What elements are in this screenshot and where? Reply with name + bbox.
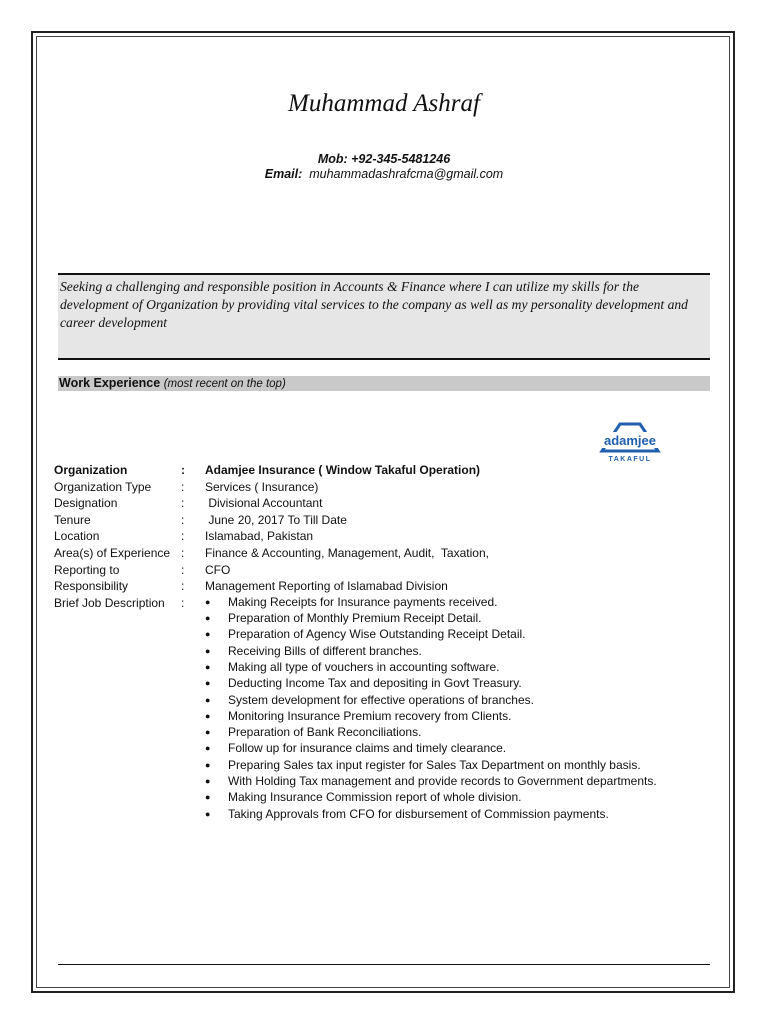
detail-key: Brief Job Description (54, 595, 165, 610)
detail-key: Organization Type (54, 479, 152, 494)
bullet-icon: ● (205, 727, 211, 738)
detail-key: Tenure (54, 512, 91, 527)
detail-key: Area(s) of Experience (54, 545, 171, 560)
detail-key: Location (54, 529, 100, 544)
duty-text: Making Receipts for Insurance payments received. (228, 594, 498, 609)
email-line (0, 167, 768, 181)
list-item (205, 791, 658, 804)
list-item (205, 694, 658, 707)
detail-value: Services ( Insurance) (205, 479, 319, 494)
detail-value: June 20, 2017 To Till Date (205, 512, 347, 527)
bullet-icon: ● (205, 743, 211, 754)
objective-statement: Seeking a challenging and responsible position in Accounts & Finance where I can utilize my skills for the development of Organization by providing vital services to the company as well as my personality development and career development (58, 273, 710, 360)
duty-text: With Holding Tax management and provide records to Government departments. (228, 774, 657, 789)
list-item (205, 661, 658, 674)
bullet-icon: ● (205, 645, 211, 656)
detail-row-designation (54, 495, 658, 512)
detail-separator: : (181, 479, 185, 494)
detail-separator: : (181, 579, 185, 594)
list-item (205, 808, 658, 821)
list-item (205, 742, 658, 755)
list-item (205, 726, 658, 739)
footer-divider (58, 964, 710, 965)
section-title: Work Experience (59, 376, 161, 390)
detail-separator: : (181, 512, 185, 527)
email-value: muhammadashrafcma@gmail.com (309, 167, 504, 181)
detail-row-location (54, 528, 658, 545)
duty-text: Making Insurance Commission report of whole division. (228, 790, 522, 805)
detail-key: Responsibility (54, 579, 129, 594)
mobile-number: Mob: +92-345-5481246 (317, 152, 451, 166)
detail-row-job-description (54, 595, 658, 824)
detail-row-reporting-to (54, 562, 658, 579)
duty-text: Receiving Bills of different branches. (228, 643, 422, 658)
bullet-icon: ● (205, 759, 211, 770)
duty-text: Deducting Income Tax and depositing in Govt Treasury. (228, 676, 522, 691)
detail-value: Adamjee Insurance ( Window Takaful Operation) (205, 463, 481, 477)
adamjee-takaful-logo (598, 418, 662, 464)
bullet-icon: ● (205, 792, 211, 803)
bullet-icon: ● (205, 808, 211, 819)
list-item (205, 775, 658, 788)
list-item (205, 710, 658, 723)
list-item (205, 612, 658, 625)
bullet-icon: ● (205, 596, 211, 607)
bullet-icon: ● (205, 613, 211, 624)
list-item (205, 596, 658, 609)
detail-value: Islamabad, Pakistan (205, 529, 314, 544)
list-item (205, 645, 658, 658)
detail-row-experience-areas (54, 545, 658, 562)
detail-row-tenure (54, 512, 658, 529)
list-item (205, 677, 658, 690)
detail-separator: : (181, 529, 185, 544)
section-subtitle: (most recent on the top) (163, 378, 286, 390)
detail-separator: : (181, 496, 185, 511)
duty-text: Taking Approvals from CFO for disbursement of Commission payments. (228, 806, 609, 821)
detail-separator: : (181, 463, 185, 477)
duty-text: Making all type of vouchers in accounting software. (228, 659, 500, 674)
bullet-icon: ● (205, 710, 211, 721)
bullet-icon: ● (205, 629, 211, 640)
duties-list (205, 596, 658, 824)
email-label: Email: (264, 167, 303, 181)
bullet-icon: ● (205, 661, 211, 672)
detail-separator: : (181, 545, 185, 560)
duty-text: Monitoring Insurance Premium recovery from Clients. (228, 708, 512, 723)
duty-text: Preparation of Monthly Premium Receipt Detail. (228, 611, 482, 626)
detail-value: Finance & Accounting, Management, Audit, Taxation, (205, 545, 489, 560)
list-item (205, 628, 658, 641)
logo-subtext: TAKAFUL (608, 456, 652, 463)
duty-text: Preparing Sales tax input register for Sales Tax Department on monthly basis. (228, 757, 641, 772)
bullet-icon: ● (205, 776, 211, 787)
detail-separator: : (181, 595, 185, 610)
candidate-name: Muhammad Ashraf (288, 90, 480, 117)
duty-text: Preparation of Agency Wise Outstanding Receipt Detail. (228, 627, 526, 642)
logo-text: adamjee (603, 433, 657, 448)
detail-row-responsibility (54, 578, 658, 595)
detail-value: Divisional Accountant (205, 496, 323, 511)
bullet-icon: ● (205, 694, 211, 705)
duty-text: Follow up for insurance claims and timely clearance. (228, 741, 507, 756)
detail-key: Reporting to (54, 562, 120, 577)
duty-text: Preparation of Bank Reconciliations. (228, 725, 422, 740)
detail-value: CFO (205, 562, 231, 577)
detail-key: Designation (54, 496, 118, 511)
duty-text: System development for effective operations of branches. (228, 692, 534, 707)
detail-value: Management Reporting of Islamabad Division (205, 579, 448, 594)
bullet-icon: ● (205, 678, 211, 689)
job-details (54, 462, 658, 824)
detail-row-organization-type (54, 479, 658, 496)
detail-separator: : (181, 562, 185, 577)
list-item (205, 759, 658, 772)
detail-row-organization (54, 462, 658, 479)
work-experience-heading (58, 376, 710, 391)
detail-key: Organization (54, 463, 128, 477)
